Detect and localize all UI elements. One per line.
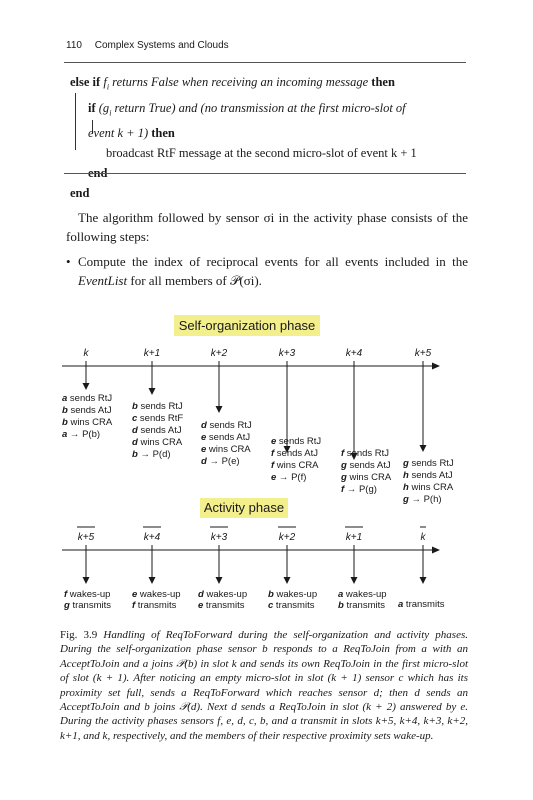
top-event-line: [271, 460, 319, 471]
bottom-tick-label: k+4: [143, 532, 161, 543]
sensor-id: h: [403, 482, 409, 493]
event-text: transmits: [69, 600, 111, 611]
bottom-event-arrowhead: [83, 577, 90, 584]
event-text: wins CRA: [137, 437, 183, 448]
top-event-line: [403, 482, 454, 493]
event-text: transmits: [343, 600, 385, 611]
sensor-id: e: [201, 444, 207, 455]
sensor-id: d: [132, 437, 138, 448]
event-text: transmits: [273, 600, 315, 611]
bottom-event-line: [338, 589, 387, 600]
top-event-arrowhead: [149, 388, 156, 395]
event-text: transmits: [403, 599, 445, 610]
bullet-text: Compute the index of reciprocal events for all events included in the EventList for all members of 𝒫(σi).: [78, 254, 468, 288]
top-event-texts: [62, 393, 454, 505]
algorithm-line-5: end: [88, 166, 108, 180]
bottom-event-line: [63, 600, 111, 611]
event-text: wakes-up: [203, 589, 248, 600]
bottom-event-line: [268, 589, 317, 600]
bottom-tick-label: k+5: [77, 532, 95, 543]
event-text: → P(g): [344, 484, 377, 495]
top-event-line: [132, 413, 183, 424]
sensor-id: b: [132, 449, 138, 460]
top-event-arrowhead: [83, 383, 90, 390]
phase2-label: Activity phase: [203, 500, 285, 515]
bottom-event-texts: [63, 589, 445, 611]
bottom-tick-label: k: [420, 532, 426, 543]
event-text: → P(h): [408, 494, 442, 505]
top-event-line: [62, 405, 112, 416]
event-text: sends RtJ: [137, 401, 183, 412]
algorithm-line-3: event k + 1) then: [88, 126, 175, 140]
top-event-line: [132, 425, 182, 436]
sensor-id: f: [271, 448, 275, 459]
bottom-event-line: [132, 589, 181, 600]
bottom-event-line: [338, 600, 385, 611]
bottom-event-line: [268, 600, 315, 611]
bottom-tick-group: [77, 527, 427, 555]
top-event-line: [62, 393, 112, 404]
bullet-marker: •: [66, 254, 71, 269]
bottom-event-arrowhead: [420, 577, 427, 584]
top-tick-label: k: [83, 348, 89, 359]
event-text: wakes-up: [273, 589, 318, 600]
event-text: sends AtJ: [346, 460, 391, 471]
sensor-id: e: [198, 600, 204, 611]
sensor-id: g: [403, 458, 409, 469]
bottom-event-arrows: [83, 555, 427, 584]
event-text: wins CRA: [408, 482, 454, 493]
top-event-line: [62, 429, 100, 440]
figure-caption-label: Fig. 3.9: [60, 629, 98, 641]
sensor-id: d: [132, 425, 138, 436]
top-event-line: [341, 484, 377, 495]
top-event-line: [132, 449, 171, 460]
top-event-line: [201, 432, 250, 443]
sensor-id: d: [198, 589, 204, 600]
top-event-arrowhead: [216, 406, 223, 413]
event-text: → P(d): [137, 449, 171, 460]
event-text: → P(b): [67, 429, 101, 440]
event-text: sends AtJ: [206, 432, 251, 443]
sensor-id: b: [62, 417, 68, 428]
algorithm-line-2: if ($g_i$ return True) and (no transmission at the first micro-slot of: [88, 100, 406, 117]
sensor-id: g: [403, 494, 409, 505]
top-tick-label: k+2: [210, 348, 228, 359]
bottom-event-line: [64, 589, 110, 600]
page-number: 110: [66, 40, 82, 51]
bottom-tick-label: k+1: [345, 532, 363, 543]
top-event-line: [132, 437, 183, 448]
bottom-timeline-arrowhead: [432, 547, 440, 554]
top-event-line: [201, 444, 251, 455]
sensor-id: f: [341, 484, 345, 495]
bottom-event-line: [132, 600, 177, 611]
algorithm-line-1: else if $f_i$ returns False when receiving an incoming message then: [70, 75, 395, 92]
event-text: sends RtJ: [67, 393, 113, 404]
top-tick-label: k+1: [143, 348, 161, 359]
event-text: wins CRA: [274, 460, 319, 471]
top-event-line: [340, 472, 392, 483]
figure-caption: [60, 628, 468, 743]
event-text: → P(f): [276, 472, 307, 483]
top-event-line: [403, 470, 453, 481]
sensor-id: g: [341, 472, 347, 483]
sensor-id: e: [201, 432, 207, 443]
event-text: sends RtJ: [344, 448, 390, 459]
event-text: sends AtJ: [408, 470, 453, 481]
sensor-id: c: [268, 600, 274, 611]
sensor-id: f: [64, 589, 68, 600]
sensor-id: b: [132, 401, 138, 412]
sensor-id: h: [403, 470, 409, 481]
event-text: wins CRA: [206, 444, 251, 455]
top-event-line: [271, 436, 321, 447]
bottom-event-arrowhead: [284, 577, 291, 584]
event-text: sends AtJ: [67, 405, 112, 416]
event-text: wakes-up: [343, 589, 387, 600]
running-title: Complex Systems and Clouds: [94, 40, 229, 51]
event-text: sends RtF: [137, 413, 184, 424]
top-event-line: [132, 401, 183, 412]
top-tick-label: k+4: [345, 348, 363, 359]
top-tick-label: k+3: [278, 348, 296, 359]
top-tick-label: k+5: [414, 348, 432, 359]
sensor-id: g: [341, 460, 347, 471]
algorithm-line-6: end: [70, 186, 90, 200]
sensor-id: d: [201, 420, 207, 431]
sensor-id: f: [132, 600, 136, 611]
bottom-event-arrowhead: [351, 577, 358, 584]
bottom-event-arrowhead: [149, 577, 156, 584]
sensor-id: b: [338, 600, 344, 611]
sensor-id: b: [268, 589, 274, 600]
event-text: sends AtJ: [137, 425, 182, 436]
event-text: sends AtJ: [274, 448, 319, 459]
bottom-event-arrowhead: [216, 577, 223, 584]
sensor-id: a: [62, 429, 68, 440]
event-text: wins CRA: [67, 417, 113, 428]
event-text: sends RtJ: [206, 420, 252, 431]
bottom-event-line: [198, 589, 247, 600]
top-event-line: [402, 494, 442, 505]
sensor-id: f: [341, 448, 345, 459]
body-paragraph: The algorithm followed by sensor σi in the activity phase consists of the following steps:: [66, 210, 468, 244]
top-event-line: [62, 417, 113, 428]
event-text: sends RtJ: [276, 436, 322, 447]
sensor-id: d: [201, 456, 207, 467]
sensor-id: a: [62, 393, 68, 404]
sensor-id: e: [132, 589, 138, 600]
figure-caption-text: Handling of ReqToForward during the self-organization and activity phases. During the self-organization phase sensor b responds to a ReqToJoin from a with an AcceptToJoin and a joins 𝒫(b) in slot k and sends its own ReqToJoin in the first micro-slot of slot (k + 1). After noticing an empty micro-slot in slot (k + 1) sensor c which has its proximity set full, sends a ReqToForward which reaches sensor d; then d sends an AcceptToJoin and b joins 𝒫(d). Next d sends a ReqToJoin in slot (k + 2) answered by e. During the activity phases sensors f, e, d, c, b, and a transmit in slots k+5, k+4, k+3, k+2, k+1, and k, respectively, and the members of their respective proximity sets wake-up.: [60, 629, 468, 742]
sensor-id: a: [338, 589, 344, 600]
top-event-line: [271, 472, 306, 483]
event-text: transmits: [135, 600, 177, 611]
event-text: → P(e): [206, 456, 240, 467]
event-text: wakes-up: [67, 589, 111, 600]
sensor-id: f: [271, 460, 275, 471]
event-text: transmits: [203, 600, 245, 611]
sensor-id: e: [271, 472, 277, 483]
phase1-label: Self-organization phase: [178, 318, 316, 333]
sensor-id: g: [64, 600, 70, 611]
top-event-line: [271, 448, 318, 459]
sensor-id: b: [62, 405, 68, 416]
event-text: wins CRA: [346, 472, 392, 483]
top-event-line: [402, 458, 454, 469]
top-event-arrowhead: [420, 445, 427, 452]
sensor-id: a: [398, 599, 404, 610]
sensor-id: c: [132, 413, 138, 424]
algorithm-line-4: broadcast RtF message at the second micro-slot of event k + 1: [106, 146, 417, 160]
top-tick-group: [84, 348, 432, 371]
bottom-tick-label: k+3: [210, 532, 228, 543]
top-event-line: [340, 460, 391, 471]
bottom-event-line: [398, 599, 445, 610]
event-text: sends RtJ: [408, 458, 454, 469]
top-event-line: [341, 448, 389, 459]
event-text: wakes-up: [137, 589, 181, 600]
top-timeline-arrowhead: [432, 363, 440, 370]
sensor-id: e: [271, 436, 277, 447]
top-event-line: [201, 456, 240, 467]
bottom-tick-label: k+2: [278, 532, 296, 543]
top-event-line: [201, 420, 252, 431]
bottom-event-line: [198, 600, 245, 611]
